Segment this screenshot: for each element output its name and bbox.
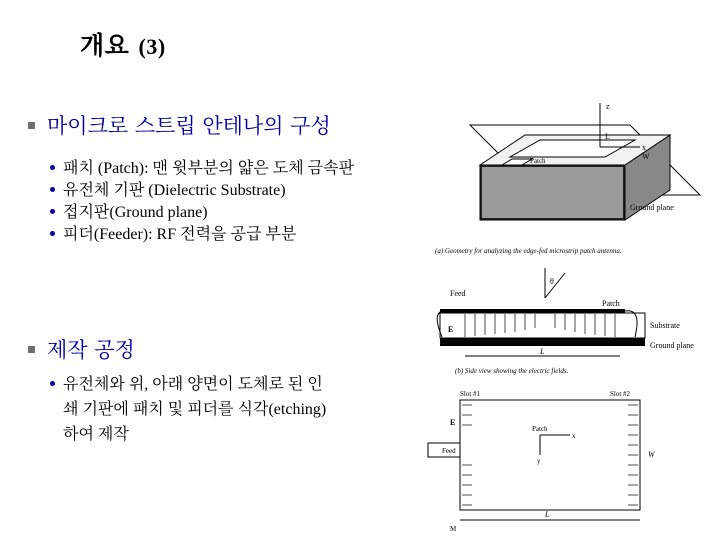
figure-c-top-view [420, 385, 715, 535]
patch-label: Patch [602, 299, 620, 308]
title-number: (3) [138, 34, 166, 59]
ground-plane-label: Ground plane [650, 341, 694, 350]
axis-label-y: y [537, 457, 541, 465]
bullet-dot-icon [50, 187, 55, 192]
dim-label-L: L [605, 132, 610, 141]
bullet-text: 패치 (Patch): 맨 윗부분의 얇은 도체 금속판 [63, 160, 355, 177]
figure-b-caption: (b) Side view showing the electric fields. [455, 367, 569, 375]
list-item [50, 158, 354, 180]
list-item [50, 202, 354, 224]
patch-label: Patch [532, 425, 548, 433]
theta-label: θ [550, 277, 554, 286]
square-bullet-icon [28, 346, 35, 353]
axis-label-x: x [642, 143, 646, 152]
patch-bar [440, 309, 625, 313]
bullet-dot-icon [50, 381, 55, 386]
page-title [80, 26, 166, 62]
slot1-label: Slot #1 [460, 390, 481, 398]
theta-line [545, 273, 565, 298]
bullet-dot-icon [50, 231, 55, 236]
bullet-dot-icon [50, 209, 55, 214]
structure-bullet-list [50, 158, 354, 246]
dim-label-W: W [642, 152, 650, 161]
e-field-label: E [448, 325, 454, 334]
list-item [50, 180, 354, 202]
m-label: M [450, 525, 457, 533]
fabrication-paragraph [50, 372, 326, 447]
e-field-label: E [450, 418, 456, 427]
axis-label-x: x [572, 432, 576, 440]
dim-label-L: L [540, 347, 545, 356]
ground-plane-label: Ground plane [630, 203, 674, 212]
ground-plane-bar [440, 338, 645, 346]
dim-label-W: W [648, 450, 655, 459]
section2-heading: 제작 공정 [47, 338, 135, 362]
square-bullet-icon [28, 122, 35, 129]
substrate-label: Substrate [650, 321, 680, 330]
section-heading-fabrication [28, 334, 135, 364]
bullet-text: 피더(Feeder): RF 전력을 공급 부분 [63, 226, 297, 243]
slot2-label: Slot #2 [610, 390, 631, 398]
figure-a-caption: (a) Geometry for analyzing the edge-fed microstrip patch antenna. [435, 247, 622, 255]
patch-outline [460, 400, 640, 510]
patch-label: Patch [530, 157, 546, 165]
figure-b-side-view [420, 268, 715, 380]
feed-label: Feed [442, 447, 456, 455]
bullet-text: 접지판(Ground plane) [63, 204, 208, 221]
title-main: 개요 [80, 31, 130, 60]
paragraph-line: 하여 제작 [63, 426, 129, 443]
substrate-bar [440, 313, 645, 338]
line-text: 유전체와 위, 아래 양면이 도체로 된 인 [63, 376, 323, 393]
substrate-speckle [482, 167, 623, 218]
section-heading-structure [28, 110, 331, 140]
list-item [50, 224, 354, 246]
paragraph-line: 쇄 기판에 패치 및 피더를 식각(etching) [63, 401, 327, 418]
axis-label-z: z [606, 102, 610, 111]
section1-heading: 마이크로 스트립 안테나의 구성 [47, 114, 331, 138]
bullet-text: 유전체 기판 (Dielectric Substrate) [63, 182, 286, 199]
bullet-dot-icon [50, 165, 55, 170]
figure-a-geometry [430, 95, 715, 265]
dim-label-L: L [545, 510, 550, 519]
feed-label: Feed [450, 289, 466, 298]
paragraph-line [50, 372, 326, 397]
